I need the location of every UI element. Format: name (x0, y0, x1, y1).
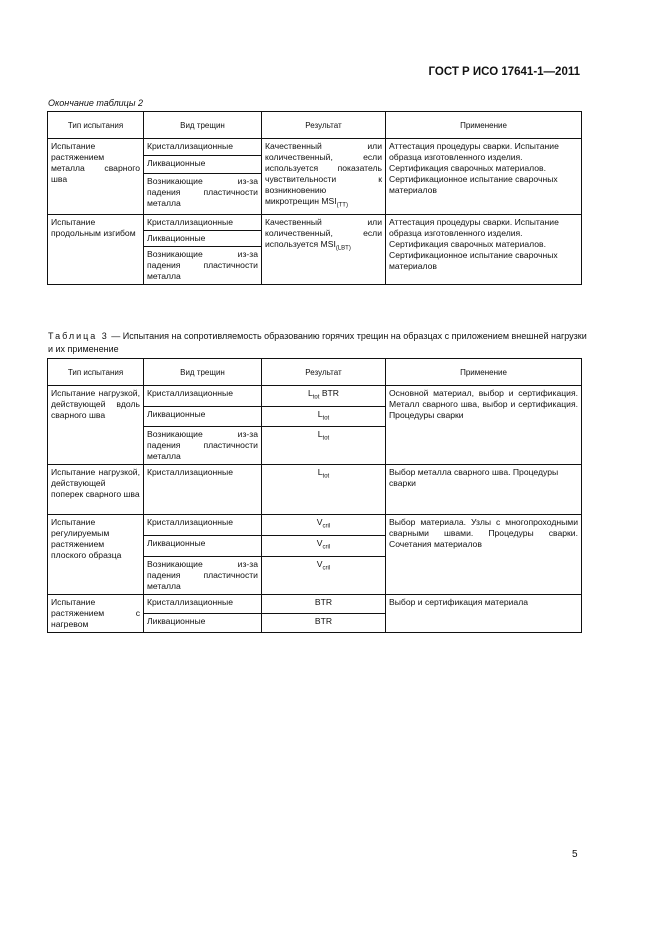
application-cell: Основной материал, выбор и сертификация. Металл сварного шва, выбор и сертификация. Процедуры сварки (386, 386, 582, 465)
crack-type-cell: Кристаллизационные (144, 386, 262, 407)
result-cell (262, 536, 386, 557)
column-header: Вид трещин (144, 359, 262, 386)
table-row (48, 139, 582, 156)
result-cell (262, 427, 386, 465)
crack-type-cell: Кристаллизационные (144, 594, 262, 613)
result-symbol: L (317, 408, 323, 419)
crack-type-cell: Кристаллизационные (144, 465, 262, 515)
result-subscript: tot (322, 474, 330, 481)
result-symbol: V (316, 517, 323, 528)
result-symbol: L (317, 467, 323, 478)
result-subscript: tot (322, 436, 330, 443)
crack-type-cell: Кристаллизационные (144, 139, 262, 156)
test-type-cell: Испытание регулируемым растяжением плоского образца (48, 515, 144, 594)
table-row (48, 214, 582, 230)
test-type-cell: Испытание растяжением металла сварного шва (48, 139, 144, 215)
result-subscript: (LBT) (335, 245, 351, 252)
table-row (48, 386, 582, 407)
table2 (47, 111, 582, 285)
result-cell (262, 386, 386, 407)
result-extra: BTR (319, 388, 340, 398)
result-cell (262, 556, 386, 594)
test-type-cell: Испытание продольным изгибом (48, 214, 144, 284)
result-subscript: (TT) (336, 202, 348, 209)
result-subscript: cril (322, 565, 331, 572)
crack-type-cell: Возникающие из-за падения пластичности металла (144, 427, 262, 465)
column-header: Применение (386, 112, 582, 139)
table3-caption-text: — Испытания на сопротивляемость образованию горячих трещин на образцах с приложением внешней нагрузки и их применение (48, 331, 587, 354)
column-header: Применение (386, 359, 582, 386)
result-symbol: L (307, 388, 313, 398)
result-symbol: L (317, 429, 323, 440)
result-cell (262, 406, 386, 427)
table2-header-row (48, 112, 582, 139)
result-cell (262, 214, 386, 284)
crack-type-cell: Ликвационные (144, 613, 262, 632)
crack-type-cell: Ликвационные (144, 536, 262, 557)
result-subscript: tot (312, 394, 320, 401)
result-text: Качественный или количественный, если используется MSI (265, 216, 382, 249)
crack-type-cell: Кристаллизационные (144, 214, 262, 230)
column-header: Результат (262, 359, 386, 386)
application-cell: Выбор металла сварного шва. Процедуры сварки (386, 465, 582, 515)
column-header: Вид трещин (144, 112, 262, 139)
result-cell (262, 465, 386, 515)
result-cell (262, 139, 386, 215)
table-row (48, 594, 582, 613)
column-header: Результат (262, 112, 386, 139)
test-type-cell: Испытание нагрузкой, действующей поперек сварного шва (48, 465, 144, 515)
test-type-cell: Испытание нагрузкой, действующей вдоль сварного шва (48, 386, 144, 465)
crack-type-cell: Возникающие из-за падения пластичности металла (144, 173, 262, 214)
column-header: Тип испытания (48, 359, 144, 386)
crack-type-cell: Ликвационные (144, 406, 262, 427)
crack-type-cell: Возникающие из-за падения пластичности металла (144, 556, 262, 594)
result-symbol: BTR (314, 596, 333, 607)
application-cell: Аттестация процедуры сварки. Испытание образца изготовленного изделия. Сертификация сварочных материалов. Сертификационное испытание сварочных материалов (386, 214, 582, 284)
table3-header-row (48, 359, 582, 386)
result-symbol: BTR (314, 615, 333, 626)
result-cell (262, 613, 386, 632)
result-symbol: V (316, 558, 323, 569)
page-number: 5 (572, 849, 578, 860)
application-cell: Выбор материала. Узлы с многопроходными сварными швами. Процедуры сварки. Сочетания материалов (386, 515, 582, 594)
crack-type-cell: Возникающие из-за падения пластичности металла (144, 246, 262, 284)
result-text: Качественный или количественный, если используется показатель чувствительности к возникновению микротрещин MSI (265, 141, 382, 206)
crack-type-cell: Ликвационные (144, 230, 262, 246)
result-symbol: V (316, 538, 323, 549)
result-subscript: cril (322, 524, 331, 531)
column-header: Тип испытания (48, 112, 144, 139)
crack-type-cell: Кристаллизационные (144, 515, 262, 536)
test-type-cell: Испытание растяжением с нагревом (48, 594, 144, 632)
result-cell (262, 594, 386, 613)
standard-header: ГОСТ Р ИСО 17641-1—2011 (428, 66, 580, 78)
result-subscript: cril (322, 544, 331, 551)
table-row (48, 465, 582, 515)
table2-caption: Окончание таблицы 2 (48, 98, 143, 108)
application-cell: Выбор и сертификация материала (386, 594, 582, 632)
result-cell (262, 515, 386, 536)
crack-type-cell: Ликвационные (144, 156, 262, 173)
table3-caption-label: Таблица 3 (48, 331, 109, 341)
table-row (48, 515, 582, 536)
table3 (47, 358, 582, 633)
table3-caption (48, 330, 588, 356)
application-cell: Аттестация процедуры сварки. Испытание образца изготовленного изделия. Сертификация сварочных материалов. Сертификационное испытание сварочных материалов (386, 139, 582, 215)
result-subscript: tot (322, 415, 330, 422)
